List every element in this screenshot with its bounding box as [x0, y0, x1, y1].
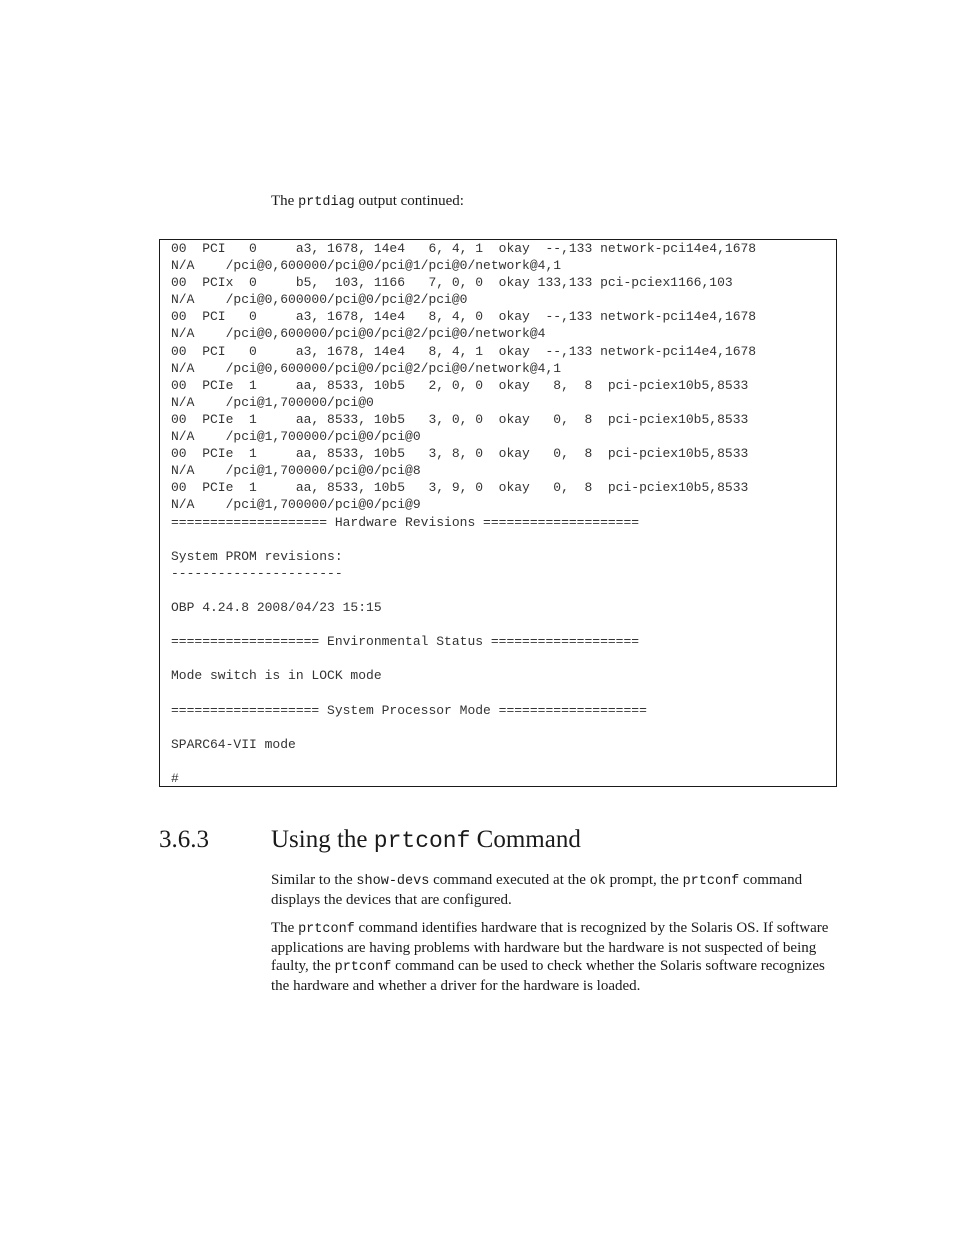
intro-text-after: output continued:: [354, 193, 464, 209]
section-title-before: Using the: [271, 826, 374, 853]
p2-code-1: prtconf: [298, 922, 355, 937]
p2-code-2: prtconf: [334, 960, 392, 975]
p2-text-3: command can be used to check whether the Solaris software recognizes the hardware and whether a driver for the hardware is loaded.: [271, 958, 825, 994]
p1-code-3: prtconf: [682, 874, 740, 889]
intro-text-before: The: [271, 193, 299, 209]
p1-text-1: Similar to the: [271, 872, 357, 888]
p2-text-2: command identifies hardware that is recognized by the Solaris OS. If software applications are having problems with hardware but the hardware is not suspected of being faulty, the: [271, 920, 829, 974]
section-heading: [159, 823, 859, 858]
p2-text-1: The: [271, 920, 299, 936]
p1-text-2: command executed at the: [429, 872, 590, 888]
p1-text-3: prompt, the: [605, 872, 683, 888]
p1-code-2: ok: [589, 874, 606, 889]
intro-command: prtdiag: [298, 195, 355, 210]
paragraph-1: [271, 871, 846, 909]
section-title-command: prtconf: [373, 828, 471, 854]
p1-text-4: command displays the devices that are configured.: [271, 872, 803, 908]
section-title-after: Command: [470, 826, 581, 853]
p1-code-1: show-devs: [356, 874, 430, 889]
code-block-text: 00 PCI 0 a3, 1678, 14e4 6, 4, 1 okay --,133 network-pci14e4,1678 N/A /pci@0,600000/pci@0/pci@1/pci@0/network@4,1 00 PCIx 0 b5, 103, 1166 7, 0, 0 okay 133,133 pci-pciex1166,103 N/A /pci@0,600000/pci@0/pci@2/pci@0 00 PCI 0 a3, 1678, 14e4 8, 4, 0 okay --,133 network-pci14e4,1678 N/A /pci@0,600000/pci@0/pci@2/pci@0/network@4 00 PCI 0 a3, 1678, 14e4 8, 4, 1 okay --,133 network-pci14e4,1678 N/A /pci@0,600000/pci@0/pci@2/pci@0/network@4,1 00 PCIe 1 aa, 8533, 10b5 2, 0, 0 okay 8, 8 pci-pciex10b5,8533 N/A /pci@1,700000/pci@0 00 PCIe 1 aa, 8533, 10b5 3, 0, 0 okay 0, 8 pci-pciex10b5,8533 N/A /pci@1,700000/pci@0/pci@0 00 PCIe 1 aa, 8533, 10b5 3, 8, 0 okay 0, 8 pci-pciex10b5,8533 N/A /pci@1,700000/pci@0/pci@8 00 PCIe 1 aa, 8533, 10b5 3, 9, 0 okay 0, 8 pci-pciex10b5,8533 N/A /pci@1,700000/pci@0/pci@9 ==================== Hardware Revisions ==================== System PROM revisions: ---------------------- OBP 4.24.8 2008/04/23 15:15 =================== Environmental Status =================== Mode switch is in LOCK mode =================== System Processor Mode =================== SPARC64-VII mode #: [171, 241, 757, 786]
section-number: 3.6.3: [159, 826, 209, 853]
intro-line: [271, 192, 464, 212]
paragraph-2: [271, 919, 846, 995]
code-block: [159, 239, 837, 787]
